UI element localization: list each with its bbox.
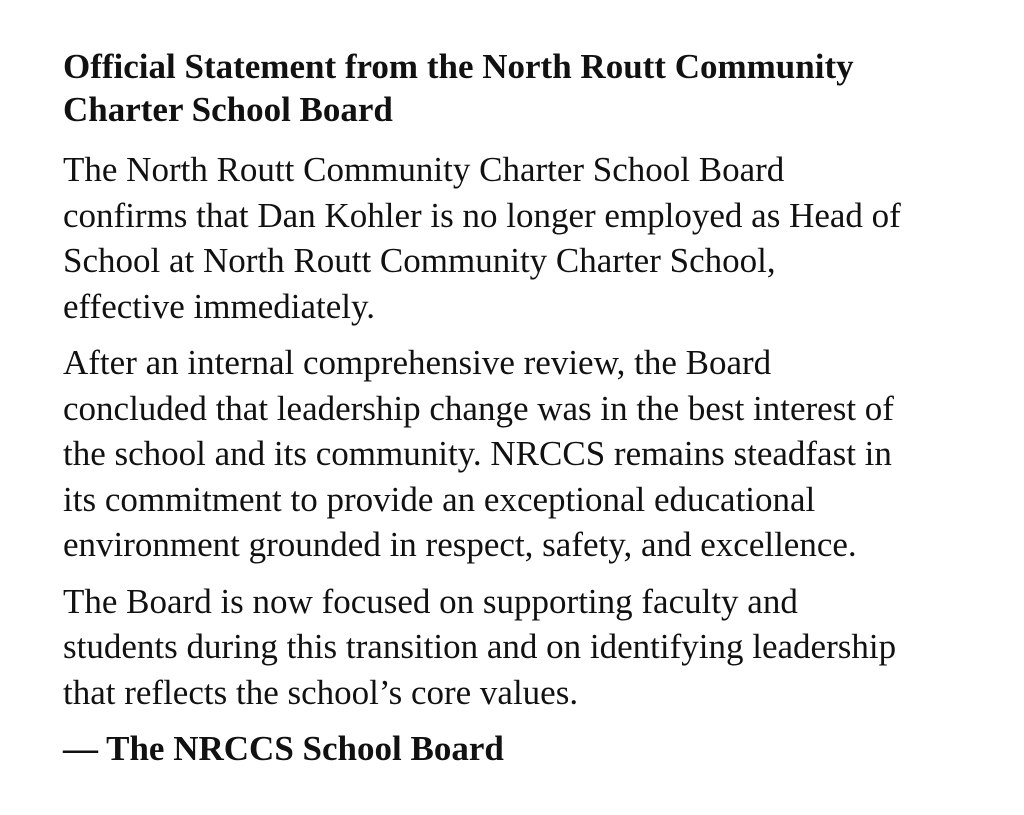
statement-title <box>63 45 1003 131</box>
paragraph-line: its commitment to provide an exceptional educational <box>63 479 816 519</box>
paragraph-line: students during this transition and on identifying leadership <box>63 627 897 666</box>
statement-document <box>63 45 1003 771</box>
paragraph-line: effective immediately. <box>63 286 375 326</box>
paragraph-line: The Board is now focused on supporting faculty and <box>63 581 798 621</box>
title-line: Official Statement from the North Routt Community <box>63 47 854 86</box>
paragraph-line: environment grounded in respect, safety, and excellence. <box>63 525 857 564</box>
paragraph-line: School at North Routt Community Charter School, <box>63 241 776 280</box>
paragraph-employment-confirmation <box>63 147 1003 329</box>
paragraph-review-outcome <box>63 340 1003 568</box>
statement-signature: — The NRCCS School Board <box>63 729 504 768</box>
paragraph-line: The North Routt Community Charter School Board <box>63 150 785 189</box>
paragraph-line: that reflects the school’s core values. <box>63 672 579 712</box>
paragraph-line: concluded that leadership change was in the best interest of <box>63 388 894 428</box>
paragraph-transition-focus <box>63 579 1003 716</box>
paragraph-line: After an internal comprehensive review, the Board <box>63 343 772 382</box>
title-line: Charter School Board <box>63 90 393 129</box>
paragraph-line: confirms that Dan Kohler is no longer employed as Head of <box>63 195 901 235</box>
paragraph-line: the school and its community. NRCCS remains steadfast in <box>63 434 892 473</box>
